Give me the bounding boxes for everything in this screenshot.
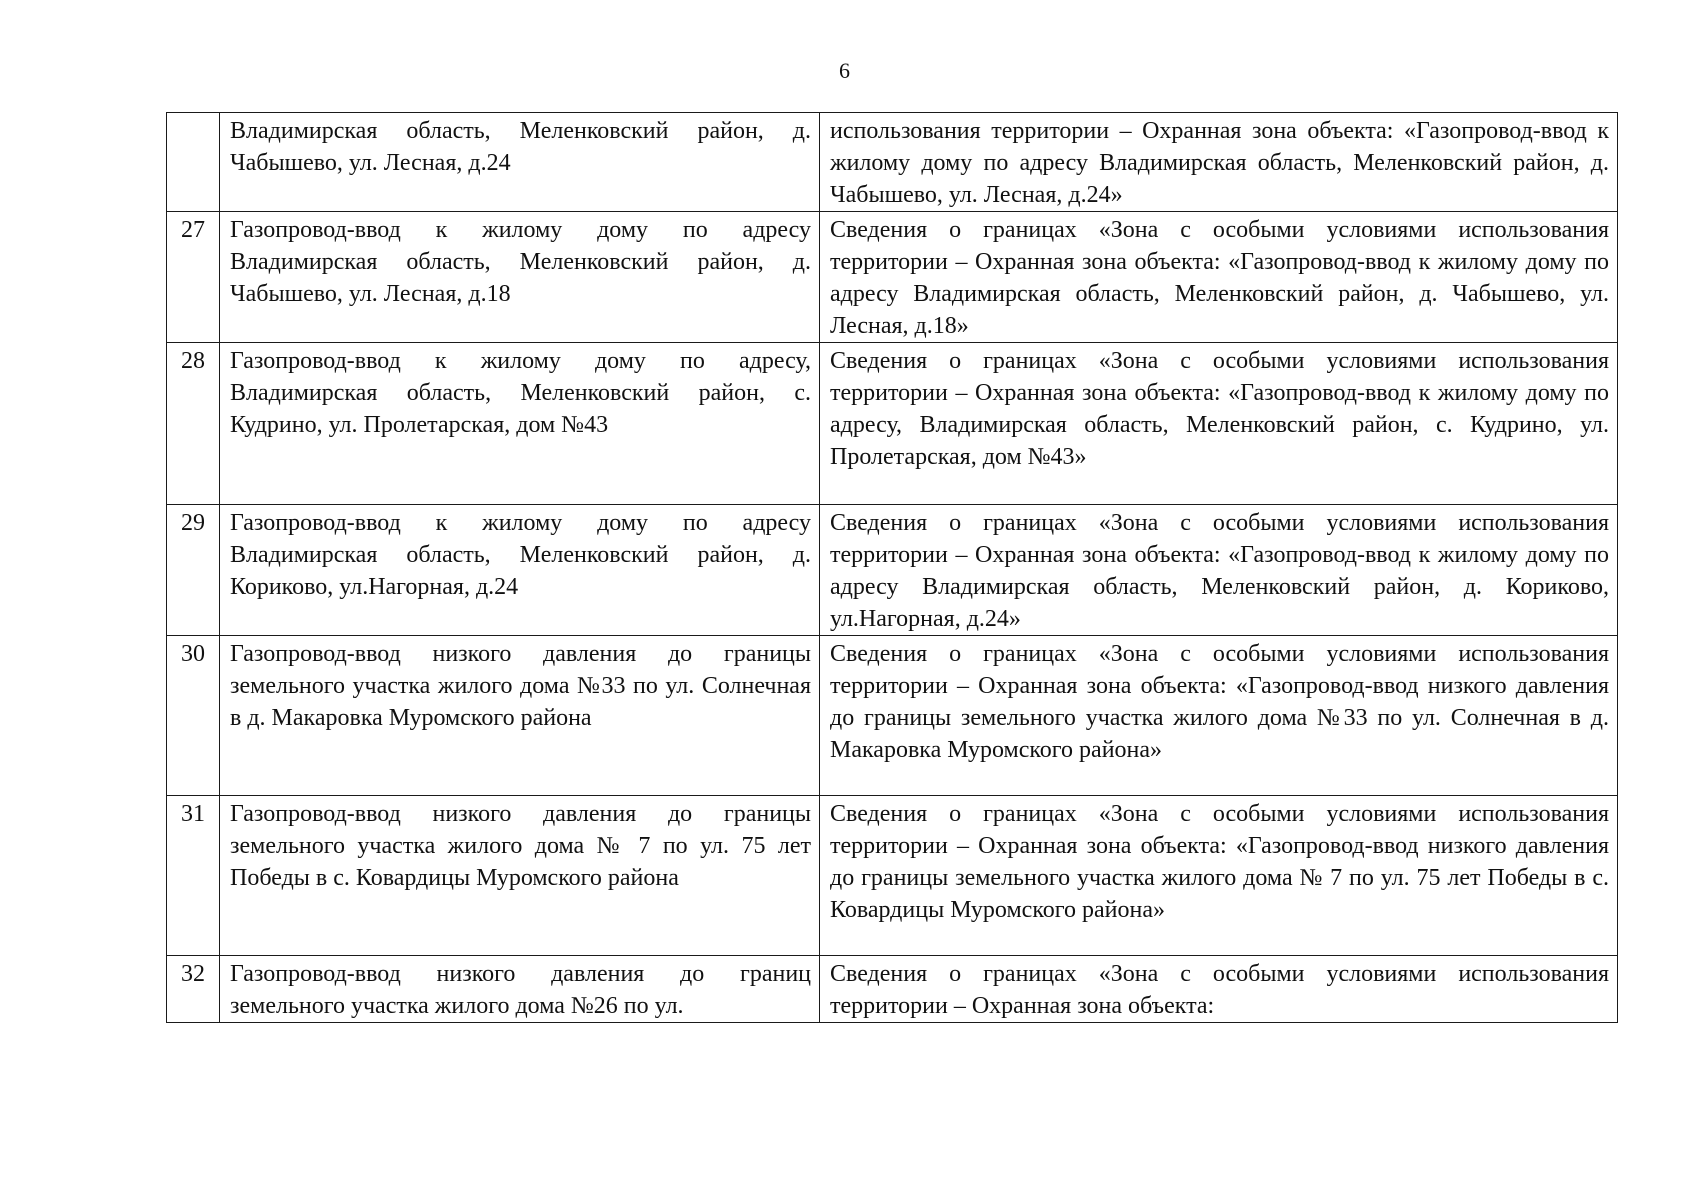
zones-table [166, 112, 1618, 1023]
table-row [167, 796, 1618, 956]
zone-info: Сведения о границах «Зона с особыми условиями использования территории – Охранная зона объекта: «Газопровод-ввод к жилому дому по адресу, Владимирская область, Меленковский район, с. Кудрино, ул. Пролетарская, дом №43» [820, 343, 1618, 505]
zone-info: Сведения о границах «Зона с особыми условиями использования территории – Охранная зона объекта: «Газопровод-ввод низкого давления до границы земельного участка жилого дома № 7 по ул. 75 лет Победы в с. Ковардицы Муромского района» [820, 796, 1618, 956]
row-number [167, 113, 220, 212]
row-number: 30 [167, 636, 220, 796]
object-name: Газопровод-ввод к жилому дому по адресу Владимирская область, Меленковский район, д. Кориково, ул.Нагорная, д.24 [220, 505, 820, 636]
table-row [167, 505, 1618, 636]
zone-info: Сведения о границах «Зона с особыми условиями использования территории – Охранная зона объекта: «Газопровод-ввод низкого давления до границы земельного участка жилого дома №33 по ул. Солнечная в д. Макаровка Муромского района» [820, 636, 1618, 796]
object-name: Газопровод-ввод низкого давления до границы земельного участка жилого дома №33 по ул. Солнечная в д. Макаровка Муромского района [220, 636, 820, 796]
object-name: Владимирская область, Меленковский район, д. Чабышево, ул. Лесная, д.24 [220, 113, 820, 212]
zone-info: использования территории – Охранная зона объекта: «Газопровод-ввод к жилому дому по адресу Владимирская область, Меленковский район, д. Чабышево, ул. Лесная, д.24» [820, 113, 1618, 212]
row-number: 31 [167, 796, 220, 956]
zone-info: Сведения о границах «Зона с особыми условиями использования территории – Охранная зона объекта: «Газопровод-ввод к жилому дому по адресу Владимирская область, Меленковский район, д. Кориково, ул.Нагорная, д.24» [820, 505, 1618, 636]
object-name: Газопровод-ввод низкого давления до границ земельного участка жилого дома №26 по ул. [220, 956, 820, 1023]
table-row [167, 343, 1618, 505]
zone-info: Сведения о границах «Зона с особыми условиями использования территории – Охранная зона объекта: [820, 956, 1618, 1023]
object-name: Газопровод-ввод к жилому дому по адресу Владимирская область, Меленковский район, д. Чабышево, ул. Лесная, д.18 [220, 212, 820, 343]
table-row [167, 956, 1618, 1023]
zone-info: Сведения о границах «Зона с особыми условиями использования территории – Охранная зона объекта: «Газопровод-ввод к жилому дому по адресу Владимирская область, Меленковский район, д. Чабышево, ул. Лесная, д.18» [820, 212, 1618, 343]
table-row [167, 212, 1618, 343]
object-name: Газопровод-ввод низкого давления до границы земельного участка жилого дома № 7 по ул. 75 лет Победы в с. Ковардицы Муромского района [220, 796, 820, 956]
row-number: 32 [167, 956, 220, 1023]
row-number: 28 [167, 343, 220, 505]
table-row [167, 636, 1618, 796]
row-number: 27 [167, 212, 220, 343]
table-row [167, 113, 1618, 212]
page-number: 6 [839, 58, 850, 83]
object-name: Газопровод-ввод к жилому дому по адресу, Владимирская область, Меленковский район, с. Кудрино, ул. Пролетарская, дом №43 [220, 343, 820, 505]
row-number: 29 [167, 505, 220, 636]
